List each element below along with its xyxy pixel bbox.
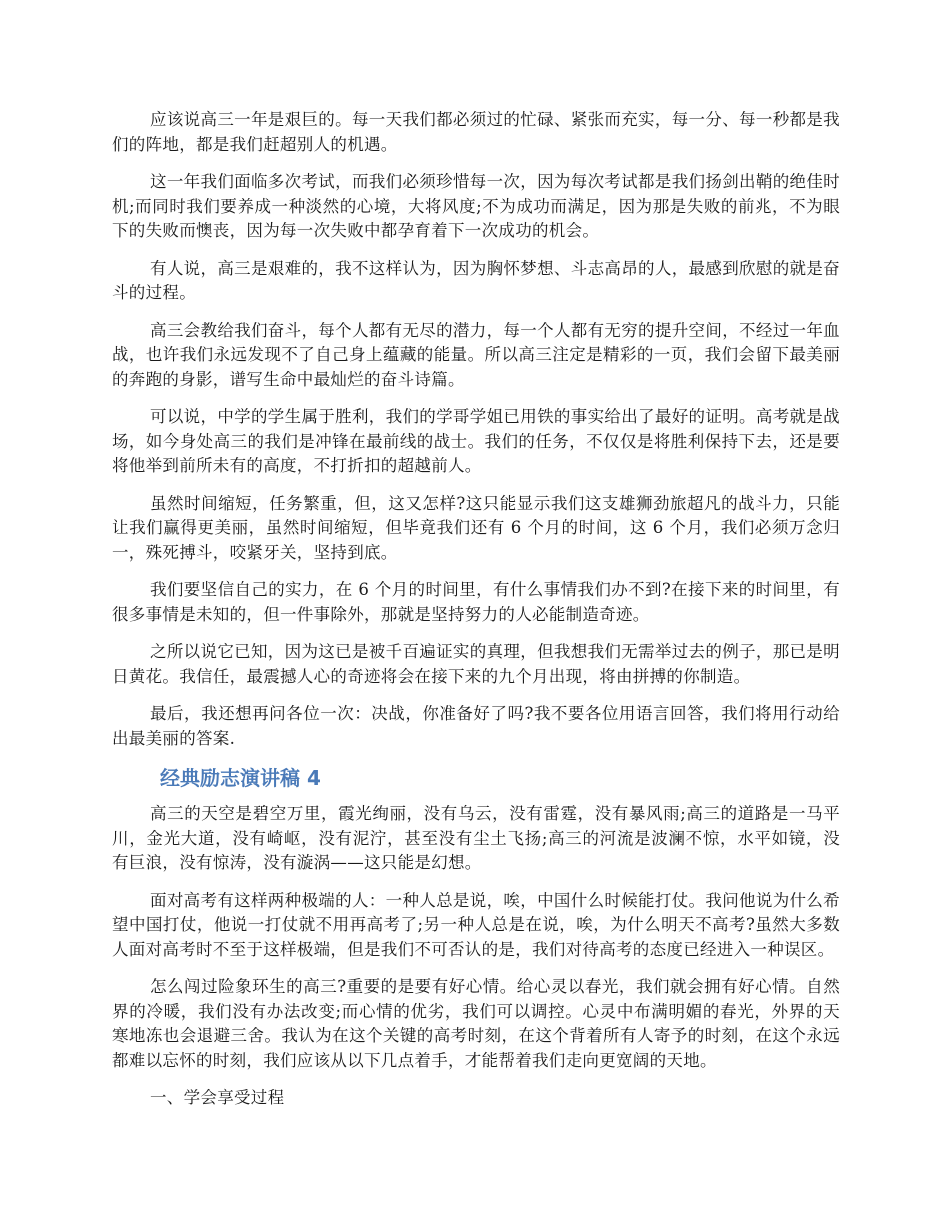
document-body <box>112 108 840 1124</box>
list-item-heading: 一、学会享受过程 <box>150 1088 285 1107</box>
paragraph: 面对高考有这样两种极端的人：一种人总是说，唉，中国什么时候能打仗。我问他说为什么希望中国打仗，他说一打仗就不用再高考了;另一种人总是在说，唉，为什么明天不高考?虽然大多数人面对高考时不至于这样极端，但是我们不可否认的是，我们对待高考的态度已经进入一种误区。 <box>112 890 840 959</box>
paragraph: 我们要坚信自己的实力，在 6 个月的时间里，有什么事情我们办不到?在接下来的时间里，有很多事情是未知的，但一件事除外，那就是坚持努力的人必能制造奇迹。 <box>112 580 840 624</box>
paragraph: 最后，我还想再问各位一次：决战，你准备好了吗?我不要各位用语言回答，我们将用行动给出最美丽的答案. <box>112 704 840 748</box>
section-heading: 经典励志演讲稿 4 <box>160 766 321 790</box>
paragraph: 高三会教给我们奋斗，每个人都有无尽的潜力，每一个人都有无穷的提升空间，不经过一年血战，也许我们永远发现不了自己身上蕴藏的能量。所以高三注定是精彩的一页，我们会留下最美丽的奔跑的身影，谱写生命中最灿烂的奋斗诗篇。 <box>112 320 840 389</box>
paragraph: 怎么闯过险象环生的高三?重要的是要有好心情。给心灵以春光，我们就会拥有好心情。自然界的冷暖，我们没有办法改变;而心情的优劣，我们可以调控。心灵中布满明媚的春光，外界的天寒地冻也会退避三舍。我认为在这个关键的高考时刻，在这个背着所有人寄予的时刻，在这个永远都难以忘怀的时刻，我们应该从以下几点着手，才能帮着我们走向更宽阔的天地。 <box>112 977 840 1070</box>
paragraph: 这一年我们面临多次考试，而我们必须珍惜每一次，因为每次考试都是我们扬剑出鞘的绝佳时机;而同时我们要养成一种淡然的心境，大将风度;不为成功而满足，因为那是失败的前兆，不为眼下的失败而懊丧，因为每一次失败中都孕育着下一次成功的机会。 <box>112 172 840 240</box>
paragraph: 可以说，中学的学生属于胜利，我们的学哥学姐已用铁的事实给出了最好的证明。高考就是战场，如今身处高三的我们是冲锋在最前线的战士。我们的任务，不仅仅是将胜利保持下去，还是要将他举到前所未有的高度，不打折扣的超越前人。 <box>112 407 840 475</box>
paragraph: 应该说高三一年是艰巨的。每一天我们都必须过的忙碌、紧张而充实，每一分、每一秒都是我们的阵地，都是我们赶超别人的机遇。 <box>112 110 840 154</box>
paragraph: 高三的天空是碧空万里，霞光绚丽，没有乌云，没有雷霆，没有暴风雨;高三的道路是一马平川，金光大道，没有崎岖，没有泥泞，甚至没有尘土飞扬;高三的河流是波澜不惊，水平如镜，没有巨浪，没有惊涛，没有漩涡——这只能是幻想。 <box>112 804 840 872</box>
paragraph: 之所以说它已知，因为这已是被千百遍证实的真理，但我想我们无需举过去的例子，那已是明日黄花。我信任，最震撼人心的奇迹将会在接下来的九个月出现，将由拼搏的你制造。 <box>112 642 840 686</box>
paragraph: 虽然时间缩短，任务繁重，但，这又怎样?这只能显示我们这支雄狮劲旅超凡的战斗力，只能让我们赢得更美丽，虽然时间缩短，但毕竟我们还有 6 个月的时间，这 6 个月，我们必须万念归一，殊死搏斗，咬紧牙关，坚持到底。 <box>112 493 840 562</box>
paragraph: 有人说，高三是艰难的，我不这样认为，因为胸怀梦想、斗志高昂的人，最感到欣慰的就是奋斗的过程。 <box>112 258 840 302</box>
